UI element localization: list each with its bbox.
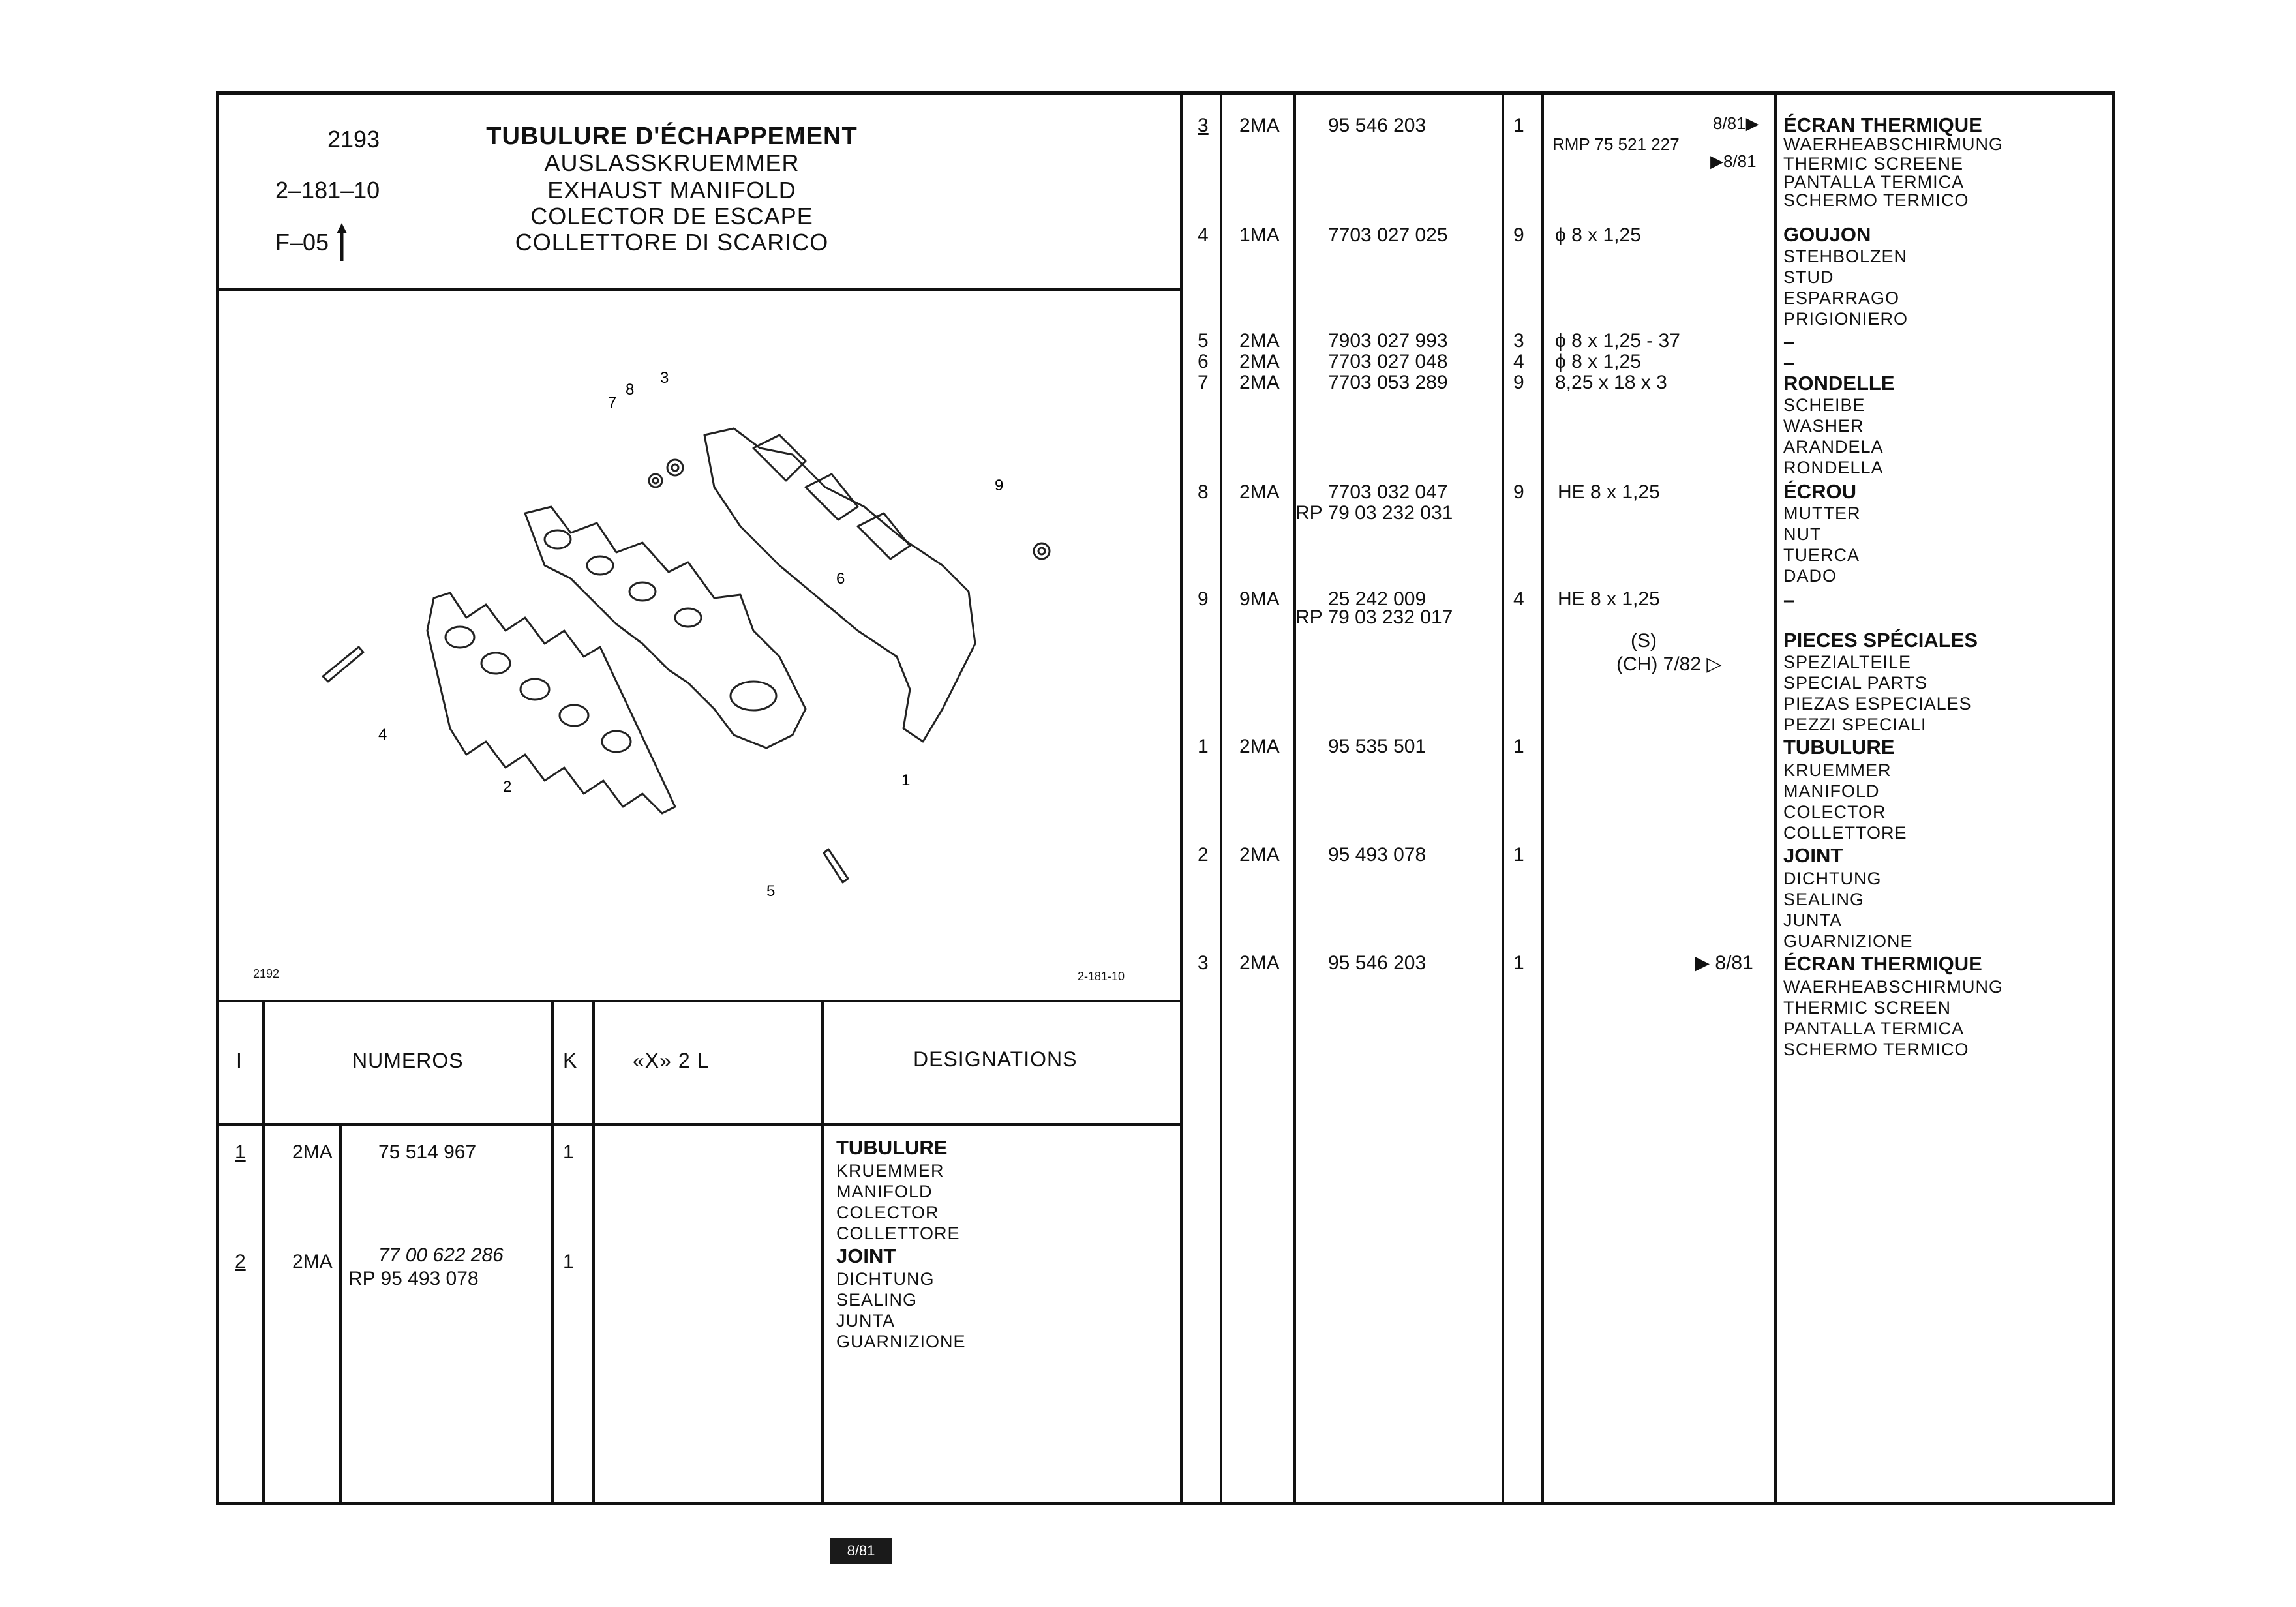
right-row-9-part-rp: RP 79 03 232 017 bbox=[1295, 607, 1453, 628]
right-row-9-part: 25 242 009 bbox=[1328, 588, 1427, 610]
right-row-8-part: 7703 032 047 bbox=[1328, 481, 1448, 503]
right-row-4-desc-en: STUD bbox=[1783, 267, 1834, 287]
special-row-2-desc-it: GUARNIZIONE bbox=[1783, 931, 1913, 951]
special-row-1-desc-de: KRUEMMER bbox=[1783, 760, 1892, 780]
callout-4: 4 bbox=[378, 726, 387, 743]
right-row-4-desc-it: PRIGIONIERO bbox=[1783, 309, 1909, 329]
ref-code-b: F–05 bbox=[275, 229, 329, 256]
right-row-3a-part: 95 546 203 bbox=[1328, 115, 1427, 136]
left-row-2-desc-de: DICHTUNG bbox=[836, 1269, 935, 1289]
left-row-2-desc-es: JUNTA bbox=[836, 1311, 895, 1330]
right-row-3a-desc-en: THERMIC SCREENE bbox=[1783, 154, 1964, 173]
rcol-divider-5 bbox=[1774, 91, 1777, 1505]
left-row-2-index: 2 bbox=[235, 1251, 246, 1272]
title-en: EXHAUST MANIFOLD bbox=[547, 177, 796, 203]
special-row-1-desc-it: COLLETTORE bbox=[1783, 823, 1907, 843]
header-divider bbox=[216, 288, 1181, 291]
special-row-3-desc-it: SCHERMO TERMICO bbox=[1783, 1040, 1969, 1059]
right-row-9-spec: HE 8 x 1,25 bbox=[1558, 588, 1660, 610]
callout-7: 7 bbox=[608, 394, 617, 412]
right-row-4-desc-de: STEHBOLZEN bbox=[1783, 247, 1908, 266]
callout-2: 2 bbox=[503, 778, 512, 796]
right-row-3a-code: 2MA bbox=[1239, 115, 1280, 136]
special-row-3-desc-de: WAERHEABSCHIRMUNG bbox=[1783, 977, 2004, 997]
right-row-5-spec: ϕ 8 x 1,25 - 37 bbox=[1555, 330, 1680, 352]
right-row-4-desc-es: ESPARRAGO bbox=[1783, 288, 1900, 308]
right-row-7-spec: 8,25 x 18 x 3 bbox=[1555, 372, 1667, 393]
callout-8: 8 bbox=[626, 381, 635, 398]
special-row-3-qty: 1 bbox=[1513, 952, 1524, 974]
callout-6: 6 bbox=[836, 570, 845, 588]
right-row-3a-index: 3 bbox=[1198, 115, 1209, 136]
callout-1: 1 bbox=[901, 772, 911, 789]
right-row-3a-desc-es: PANTALLA TERMICA bbox=[1783, 172, 1965, 192]
left-row-1-desc-de: KRUEMMER bbox=[836, 1161, 944, 1180]
left-row-1-index: 1 bbox=[235, 1141, 246, 1163]
left-row-1-desc-en: MANIFOLD bbox=[836, 1182, 933, 1201]
col-divider-3 bbox=[551, 1000, 554, 1505]
col-header-designations: DESIGNATIONS bbox=[913, 1047, 1078, 1071]
right-row-7-part: 7703 053 289 bbox=[1328, 372, 1448, 393]
special-row-2-desc-de: DICHTUNG bbox=[1783, 869, 1882, 888]
left-row-1-desc-it: COLLETTORE bbox=[836, 1224, 960, 1243]
right-row-4-desc-main: GOUJON bbox=[1783, 223, 1871, 246]
col-header-k: K bbox=[563, 1049, 578, 1072]
special-row-1-qty: 1 bbox=[1513, 736, 1524, 757]
left-row-1-qty: 1 bbox=[563, 1141, 574, 1163]
right-row-3a-note: 8/81▶ bbox=[1713, 113, 1759, 133]
col-header-x: «X» 2 L bbox=[633, 1049, 710, 1072]
special-row-1-desc-main: TUBULURE bbox=[1783, 736, 1895, 758]
left-row-1-code: 2MA bbox=[292, 1141, 333, 1163]
special-row-3-code: 2MA bbox=[1239, 952, 1280, 974]
right-row-3a-desc-main: ÉCRAN THERMIQUE bbox=[1783, 113, 1982, 136]
page-stamp bbox=[830, 1538, 892, 1564]
callout-5: 5 bbox=[766, 882, 776, 900]
left-row-2-desc-main: JOINT bbox=[836, 1244, 896, 1267]
special-row-1-part: 95 535 501 bbox=[1328, 736, 1427, 757]
special-row-1-index: 1 bbox=[1198, 736, 1209, 757]
left-row-2-desc-it: GUARNIZIONE bbox=[836, 1332, 966, 1351]
right-row-8-desc-it: DADO bbox=[1783, 566, 1837, 586]
special-row-2-desc-en: SEALING bbox=[1783, 890, 1865, 909]
right-row-4-code: 1MA bbox=[1239, 224, 1280, 246]
left-row-2-code: 2MA bbox=[292, 1251, 333, 1272]
page-number: 2193 bbox=[327, 126, 380, 153]
special-desc-en: SPECIAL PARTS bbox=[1783, 673, 1928, 693]
right-row-9-index: 9 bbox=[1198, 588, 1209, 610]
right-row-8-qty: 9 bbox=[1513, 481, 1524, 503]
special-row-2-part: 95 493 078 bbox=[1328, 844, 1427, 865]
col-divider-4 bbox=[592, 1000, 595, 1505]
title-fr: TUBULURE D'ÉCHAPPEMENT bbox=[486, 123, 858, 150]
special-desc-main: PIECES SPÉCIALES bbox=[1783, 629, 1978, 652]
right-row-5-index: 5 bbox=[1198, 330, 1209, 352]
right-row-8-desc-es: TUERCA bbox=[1783, 545, 1860, 565]
right-row-5-desc-main: – bbox=[1783, 330, 1795, 353]
right-row-5-part: 7903 027 993 bbox=[1328, 330, 1448, 352]
special-row-3-desc-es: PANTALLA TERMICA bbox=[1783, 1019, 1965, 1038]
special-row-3-index: 3 bbox=[1198, 952, 1209, 974]
right-row-7-index: 7 bbox=[1198, 372, 1209, 393]
callout-3: 3 bbox=[660, 369, 669, 387]
right-row-8-code: 2MA bbox=[1239, 481, 1280, 503]
right-row-7-desc-en: WASHER bbox=[1783, 416, 1864, 436]
special-row-1-code: 2MA bbox=[1239, 736, 1280, 757]
left-row-2-part: 77 00 622 286 bbox=[378, 1244, 504, 1266]
right-row-4-qty: 9 bbox=[1513, 224, 1524, 246]
diagram-ref-right: 2-181-10 bbox=[1078, 970, 1125, 983]
diagram-ref-left: 2192 bbox=[253, 967, 280, 980]
special-row-3-desc-main: ÉCRAN THERMIQUE bbox=[1783, 952, 1982, 975]
right-row-6-qty: 4 bbox=[1513, 351, 1524, 372]
col-divider-1 bbox=[262, 1000, 265, 1505]
right-row-6-part: 7703 027 048 bbox=[1328, 351, 1448, 372]
right-row-7-code: 2MA bbox=[1239, 372, 1280, 393]
right-row-3a-spec: RMP 75 521 227 bbox=[1552, 134, 1680, 154]
callout-9: 9 bbox=[995, 477, 1004, 494]
right-row-8-part-rp: RP 79 03 232 031 bbox=[1295, 502, 1453, 524]
special-row-2-desc-main: JOINT bbox=[1783, 844, 1843, 867]
left-row-1-desc-main: TUBULURE bbox=[836, 1136, 948, 1159]
left-row-2-desc-en: SEALING bbox=[836, 1290, 918, 1310]
left-row-2-qty: 1 bbox=[563, 1251, 574, 1272]
col-divider-5 bbox=[821, 1000, 824, 1505]
left-row-1-desc-es: COLECTOR bbox=[836, 1203, 939, 1222]
right-row-3a-qty: 1 bbox=[1513, 115, 1524, 136]
right-row-4-index: 4 bbox=[1198, 224, 1209, 246]
rcol-divider-4 bbox=[1541, 91, 1544, 1505]
right-row-6-index: 6 bbox=[1198, 351, 1209, 372]
exhaust-manifold-diagram bbox=[219, 292, 1179, 999]
right-row-8-desc-en: NUT bbox=[1783, 524, 1822, 544]
special-row-1-desc-es: COLECTOR bbox=[1783, 802, 1886, 822]
rcol-divider-2 bbox=[1293, 91, 1296, 1505]
right-row-4-spec: ϕ 8 x 1,25 bbox=[1555, 224, 1641, 246]
diagram-divider bbox=[216, 1000, 1181, 1002]
special-row-1-desc-en: MANIFOLD bbox=[1783, 781, 1880, 801]
ref-code-a: 2–181–10 bbox=[275, 177, 380, 203]
special-desc-it: PEZZI SPECIALI bbox=[1783, 715, 1927, 734]
right-row-5-code: 2MA bbox=[1239, 330, 1280, 352]
gasket-drawing bbox=[427, 593, 675, 813]
right-row-7-desc-main: RONDELLE bbox=[1783, 372, 1895, 395]
right-row-3a-desc-de: WAERHEABSCHIRMUNG bbox=[1783, 134, 2004, 154]
rcol-divider-3 bbox=[1502, 91, 1504, 1505]
right-row-9-desc-main: – bbox=[1783, 588, 1795, 611]
right-row-7-desc-de: SCHEIBE bbox=[1783, 395, 1865, 415]
right-row-7-desc-it: RONDELLA bbox=[1783, 458, 1884, 477]
right-row-7-qty: 9 bbox=[1513, 372, 1524, 393]
table-header-divider bbox=[216, 1123, 1181, 1126]
col-divider-2 bbox=[339, 1123, 342, 1505]
right-row-8-desc-main: ÉCROU bbox=[1783, 480, 1856, 503]
col-header-numbers: NUMEROS bbox=[352, 1049, 464, 1072]
special-row-2-index: 2 bbox=[1198, 844, 1209, 865]
page-stamp-label: 8/81 bbox=[847, 1542, 875, 1559]
right-row-8-index: 8 bbox=[1198, 481, 1209, 503]
right-row-9-code: 9MA bbox=[1239, 588, 1280, 610]
right-row-3a-note2: ▶8/81 bbox=[1710, 151, 1757, 171]
right-row-6-code: 2MA bbox=[1239, 351, 1280, 372]
special-row-2-code: 2MA bbox=[1239, 844, 1280, 865]
right-row-6-desc-main: – bbox=[1783, 351, 1795, 374]
left-row-2-part-rp: RP 95 493 078 bbox=[348, 1268, 479, 1289]
special-ch-marker: (CH) 7/82 ▷ bbox=[1616, 653, 1722, 675]
col-header-index: I bbox=[236, 1049, 243, 1072]
manifold-drawing bbox=[525, 507, 806, 748]
special-desc-de: SPEZIALTEILE bbox=[1783, 652, 1912, 672]
right-row-7-desc-es: ARANDELA bbox=[1783, 437, 1884, 457]
title-it: COLLETTORE DI SCARICO bbox=[515, 229, 829, 256]
right-row-8-desc-de: MUTTER bbox=[1783, 503, 1861, 523]
special-row-2-qty: 1 bbox=[1513, 844, 1524, 865]
right-row-3a-desc-it: SCHERMO TERMICO bbox=[1783, 190, 1969, 210]
special-row-3-desc-en: THERMIC SCREEN bbox=[1783, 998, 1952, 1017]
right-row-9-qty: 4 bbox=[1513, 588, 1524, 610]
special-row-3-note: ▶ 8/81 bbox=[1695, 952, 1753, 974]
special-s-marker: (S) bbox=[1631, 630, 1657, 652]
title-es: COLECTOR DE ESCAPE bbox=[530, 203, 813, 230]
rcol-divider-1 bbox=[1220, 91, 1222, 1505]
right-row-4-part: 7703 027 025 bbox=[1328, 224, 1448, 246]
panel-divider bbox=[1180, 91, 1183, 1505]
right-row-5-qty: 3 bbox=[1513, 330, 1524, 352]
right-row-6-spec: ϕ 8 x 1,25 bbox=[1555, 351, 1641, 372]
up-arrow-icon bbox=[335, 223, 348, 262]
special-row-3-part: 95 546 203 bbox=[1328, 952, 1427, 974]
title-de: AUSLASSKRUEMMER bbox=[544, 149, 800, 176]
special-desc-es: PIEZAS ESPECIALES bbox=[1783, 694, 1972, 713]
right-row-8-spec: HE 8 x 1,25 bbox=[1558, 481, 1660, 503]
special-row-2-desc-es: JUNTA bbox=[1783, 910, 1842, 930]
left-row-1-part: 75 514 967 bbox=[378, 1141, 477, 1163]
